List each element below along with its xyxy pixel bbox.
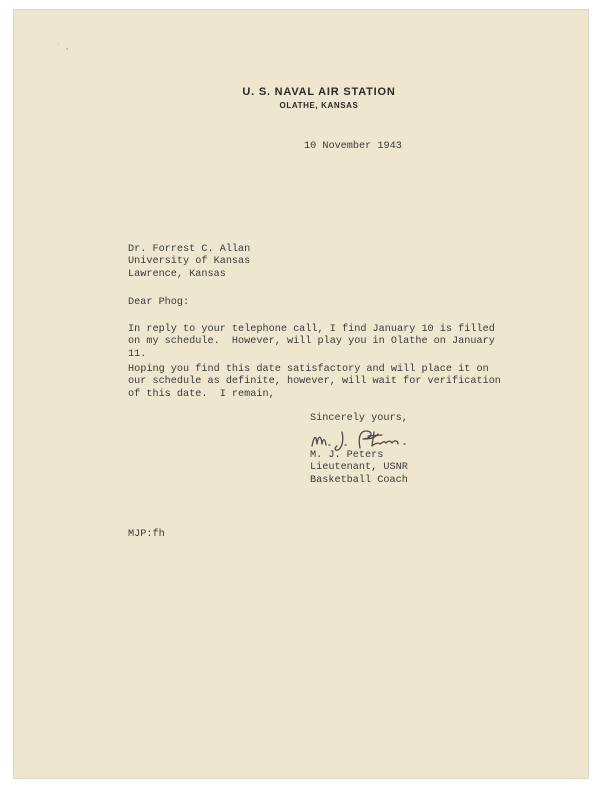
signer-name: M. J. Peters bbox=[310, 450, 384, 461]
letterhead-title: U. S. NAVAL AIR STATION bbox=[242, 86, 396, 98]
closing: Sincerely yours, bbox=[310, 413, 408, 424]
signer-rank: Lieutenant, USNR bbox=[310, 462, 408, 474]
recipient-line: Lawrence, Kansas bbox=[128, 268, 226, 280]
reference-initials: MJP:fh bbox=[128, 529, 165, 540]
signature-block bbox=[310, 450, 408, 487]
salutation: Dear Phog: bbox=[128, 297, 190, 308]
body-line: 11. bbox=[128, 348, 147, 360]
recipient-line: University of Kansas bbox=[128, 256, 251, 268]
body-paragraph-2 bbox=[128, 364, 501, 401]
body-paragraph-1 bbox=[128, 324, 495, 361]
body-line: of this date. I remain, bbox=[128, 388, 275, 400]
paper-speck bbox=[66, 48, 68, 50]
body-line: In reply to your telephone call, I find January 10 is filled bbox=[128, 324, 495, 335]
body-line: on my schedule. However, will play you in Olathe on January bbox=[128, 336, 495, 348]
recipient-address bbox=[128, 244, 250, 281]
body-line: Hoping you find this date satisfactory and will place it on bbox=[128, 364, 489, 375]
paper-speck bbox=[58, 43, 59, 44]
body-line: our schedule as definite, however, will wait for verification bbox=[128, 376, 501, 388]
recipient-line: Dr. Forrest C. Allan bbox=[128, 244, 251, 255]
signer-title: Basketball Coach bbox=[310, 474, 408, 486]
letterhead-location: OLATHE, KANSAS bbox=[279, 101, 359, 110]
letter-page bbox=[14, 10, 588, 778]
letter-date: 10 November 1943 bbox=[304, 141, 402, 152]
